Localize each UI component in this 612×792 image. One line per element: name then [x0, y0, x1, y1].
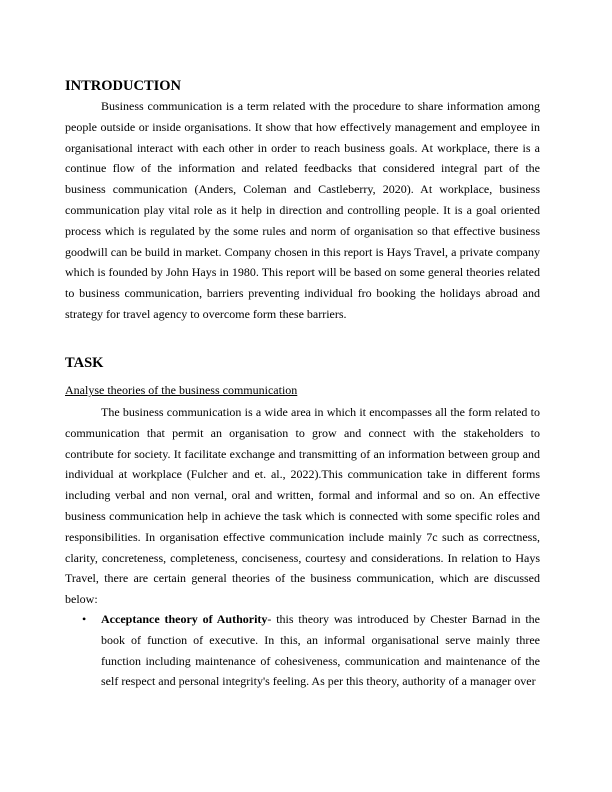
- bullet-text: - this theory was introduced by Chester Barnad in the book of function of executive. In this, an informal organisational serve mainly three function including maintenance of cohesiveness, communication and maintenance of the self respect and personal integrity's feeling. As per this theory, authority of a manager over: [101, 612, 540, 689]
- bullet-term: Acceptance theory of Authority: [101, 612, 268, 626]
- introduction-heading: INTRODUCTION: [65, 78, 182, 94]
- introduction-paragraph: Business communication is a term related with the procedure to share information among people outside or inside organisations. It show that how effectively management and employee in organisational interact with each other in order to reach business goals. At workplace, there is a continue flow of the information and related feedbacks that considered integral part of the business communication (Anders, Coleman and Castleberry, 2020). At workplace, business communication play vital role as it help in direction and controlling people. It is a goal oriented process which is regulated by the some rules and norm of organisation so that effective business goodwill can be build in market. Company chosen in this report is Hays Travel, a private company which is founded by John Hays in 1980. This report will be based on some general theories related to business communication, barriers preventing individual fro booking the holidays abroad and strategy for travel agency to overcome form these barriers.: [65, 99, 540, 321]
- task-heading: TASK: [65, 355, 104, 371]
- list-item: [65, 609, 540, 692]
- theories-bullet-list: [65, 609, 540, 692]
- task-paragraph: The business communication is a wide area in which it encompasses all the form related to communication that permit an organisation to grow and connect with the stakeholders to contribute for society. It facilitate exchange and transmitting of an information between group and individual at workplace (Fulcher and et. al., 2022).This communication take in different forms including verbal and non vernal, oral and written, formal and informal and so on. An effective business communication help in achieve the task which is connected with some specific roles and responsibilities. In organisation effective communication include mainly 7c such as correctness, clarity, concreteness, completeness, conciseness, courtesy and considerations. In relation to Hays Travel, there are certain general theories of the business communication, which are discussed below:: [65, 405, 540, 607]
- task-subheading: Analyse theories of the business communication: [65, 383, 298, 397]
- bullet-icon: •: [82, 612, 87, 626]
